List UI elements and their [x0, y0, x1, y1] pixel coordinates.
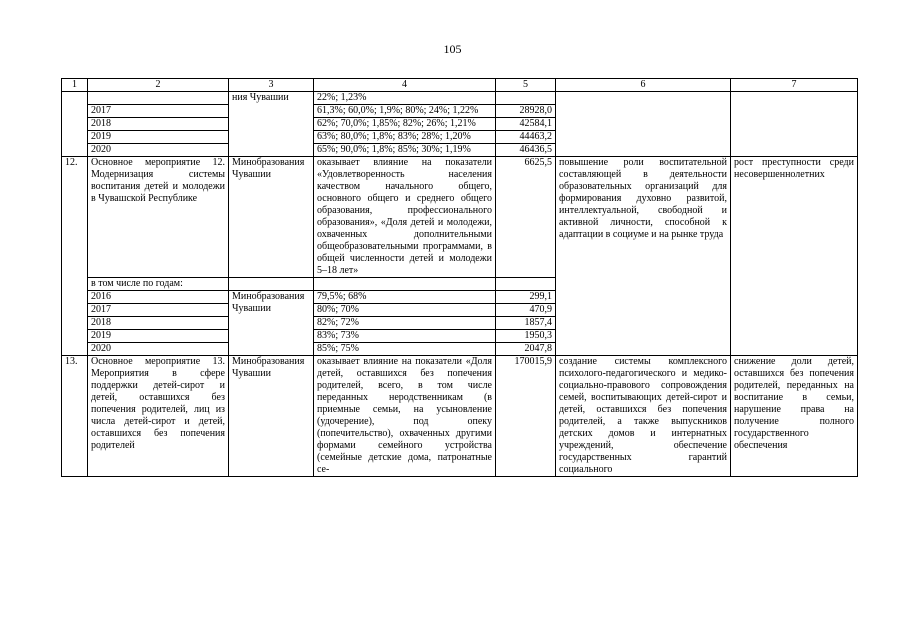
indicator-cell: 79,5%; 68% [314, 291, 496, 304]
header-cell: 6 [556, 79, 731, 92]
activity-title-cell: Основное мероприятие 13. Мероприятия в сфере поддержки детей-сирот и детей, оставшихся без попечения родителей, лиц из числа детей-сирот и детей, оставшихся без попечения родителей [88, 356, 229, 477]
header-cell: 5 [496, 79, 556, 92]
risk-cell [731, 92, 858, 157]
amount-cell: 44463,2 [496, 131, 556, 144]
header-cell: 7 [731, 79, 858, 92]
amount-cell: 28928,0 [496, 105, 556, 118]
result-cell [556, 92, 731, 157]
indicator-cell: оказывает влияние на показатели «Удовлетворенность населения качеством начального общего, основного общего и среднего общего образования, профессионального образования», «Доля детей и молодежи, охваченных дополнительными общеобразовательными программами, в общей численности детей и молодежи 5–18 лет» [314, 157, 496, 278]
header-cell: 3 [229, 79, 314, 92]
indicator-cell: 83%; 73% [314, 330, 496, 343]
program-table [61, 78, 858, 477]
indicator-cell: 63%; 80,0%; 1,8%; 83%; 28%; 1,20% [314, 131, 496, 144]
by-years-label: в том числе по годам: [88, 278, 229, 291]
risk-cell: снижение доли детей, оставшихся без попечения родителей, переданных на воспитание в семьи, нарушение права на получение полного государственного обеспечения [731, 356, 858, 477]
year-cell: 2018 [88, 317, 229, 330]
executor-cell: Минобразования Чувашии [229, 291, 314, 356]
header-cell: 1 [62, 79, 88, 92]
year-cell: 2016 [88, 291, 229, 304]
year-cell: 2019 [88, 131, 229, 144]
risk-cell: рост преступности среди несовершеннолетних [731, 157, 858, 356]
header-cell: 2 [88, 79, 229, 92]
indicator-cell: оказывает влияние на показатели «Доля детей, оставшихся без попечения родителей, всего, в том числе переданных неродственникам (в приемные семьи, на усыновление (удочерение), под опеку (попечительство), охваченных другими формами семейного устройства (семейные детские дома, патронатные се- [314, 356, 496, 477]
number-cell [62, 92, 88, 157]
year-cell: 2019 [88, 330, 229, 343]
indicator-cell: 62%; 70,0%; 1,85%; 82%; 26%; 1,21% [314, 118, 496, 131]
indicator-cell: 85%; 75% [314, 343, 496, 356]
executor-cell [229, 278, 314, 291]
result-cell: повышение роли воспитательной составляющей в деятельности образовательных организаций для формирования духовно развитой, интеллектуальной, свободной и активной личности, способной к адаптации в социуме и на рынке труда [556, 157, 731, 356]
activity-title-cell: Основное мероприятие 12. Модернизация системы воспитания детей и молодежи в Чувашской Республике [88, 157, 229, 278]
year-cell: 2017 [88, 105, 229, 118]
page-number: 105 [443, 42, 462, 56]
indicator-cell [314, 278, 496, 291]
year-cell [88, 92, 229, 105]
amount-cell: 1950,3 [496, 330, 556, 343]
year-cell: 2020 [88, 343, 229, 356]
year-cell: 2020 [88, 144, 229, 157]
amount-cell: 170015,9 [496, 356, 556, 477]
executor-cell: Минобразования Чувашии [229, 157, 314, 278]
indicator-cell: 61,3%; 60,0%; 1,9%; 80%; 24%; 1,22% [314, 105, 496, 118]
executor-cell: ния Чувашии [229, 92, 314, 157]
header-row [62, 79, 858, 92]
executor-cell: Минобразования Чувашии [229, 356, 314, 477]
amount-cell: 299,1 [496, 291, 556, 304]
amount-cell [496, 92, 556, 105]
number-cell: 12. [62, 157, 88, 356]
amount-cell: 2047,8 [496, 343, 556, 356]
table-row [62, 92, 858, 105]
amount-cell: 470,9 [496, 304, 556, 317]
year-cell: 2017 [88, 304, 229, 317]
year-cell: 2018 [88, 118, 229, 131]
result-cell: создание системы комплексного психолого-педагогического и медико-социально-правового сопровождения семей, воспитывающих детей-сирот и детей, оставшихся без попечения родителей, а также выпускников детских домов и интернатных учреждений, обеспечение государственных гарантий социального [556, 356, 731, 477]
amount-cell: 42584,1 [496, 118, 556, 131]
table-row [62, 356, 858, 477]
amount-cell: 46436,5 [496, 144, 556, 157]
number-cell: 13. [62, 356, 88, 477]
indicator-cell: 80%; 70% [314, 304, 496, 317]
header-cell: 4 [314, 79, 496, 92]
table-row [62, 157, 858, 278]
indicator-cell: 82%; 72% [314, 317, 496, 330]
amount-cell: 1857,4 [496, 317, 556, 330]
indicator-cell: 22%; 1,23% [314, 92, 496, 105]
amount-cell [496, 278, 556, 291]
indicator-cell: 65%; 90,0%; 1,8%; 85%; 30%; 1,19% [314, 144, 496, 157]
amount-cell: 6625,5 [496, 157, 556, 278]
